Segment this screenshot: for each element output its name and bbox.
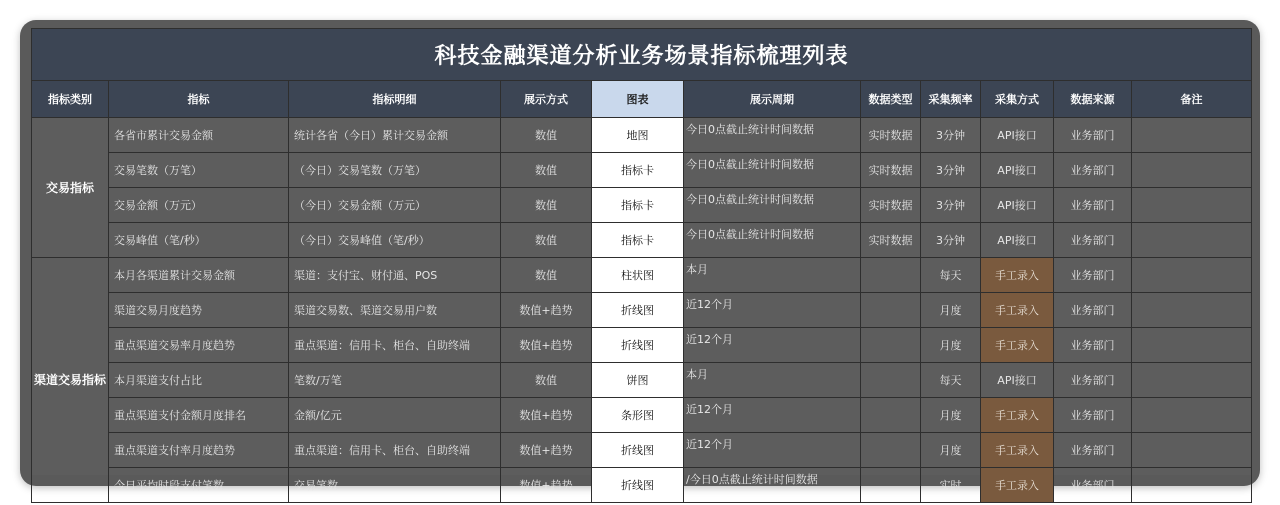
cell-frequency[interactable]: 月度 xyxy=(921,433,981,468)
cell-method[interactable]: API接口 xyxy=(981,153,1054,188)
cell-display[interactable]: 数值 xyxy=(501,363,592,398)
cell-indicator[interactable]: 渠道交易月度趋势 xyxy=(109,293,289,328)
cell-detail[interactable]: 统计各省（今日）累计交易金额 xyxy=(289,118,501,153)
cell-method[interactable]: 手工录入 xyxy=(981,468,1054,503)
table-row xyxy=(32,328,1252,363)
cell-note[interactable] xyxy=(1132,468,1252,503)
cell-chart[interactable]: 指标卡 xyxy=(592,223,684,258)
cell-period[interactable]: 今日0点截止统计时间数据 xyxy=(684,223,861,258)
cell-indicator[interactable]: 交易笔数（万笔） xyxy=(109,153,289,188)
cell-note[interactable] xyxy=(1132,363,1252,398)
indicator-table xyxy=(31,28,1252,503)
cell-period[interactable]: 近12个月 xyxy=(684,293,861,328)
header-category[interactable]: 指标类别 xyxy=(32,81,109,118)
cell-detail[interactable]: 金额/亿元 xyxy=(289,398,501,433)
cell-note[interactable] xyxy=(1132,188,1252,223)
cell-period[interactable]: 近12个月 xyxy=(684,398,861,433)
cell-frequency[interactable]: 3分钟 xyxy=(921,118,981,153)
cell-data-type[interactable] xyxy=(861,363,921,398)
table-row xyxy=(32,153,1252,188)
table-row xyxy=(32,258,1252,293)
cell-detail[interactable]: （今日）交易笔数（万笔） xyxy=(289,153,501,188)
cell-data-type[interactable] xyxy=(861,398,921,433)
cell-method[interactable]: 手工录入 xyxy=(981,398,1054,433)
cell-frequency[interactable]: 每天 xyxy=(921,258,981,293)
header-chart[interactable]: 图表 xyxy=(592,81,684,118)
cell-chart[interactable]: 折线图 xyxy=(592,293,684,328)
cell-source[interactable]: 业务部门 xyxy=(1054,258,1132,293)
cell-indicator[interactable]: 重点渠道交易率月度趋势 xyxy=(109,328,289,363)
cell-data-type[interactable]: 实时数据 xyxy=(861,118,921,153)
header-note[interactable]: 备注 xyxy=(1132,81,1252,118)
cell-detail[interactable]: 渠道交易数、渠道交易用户数 xyxy=(289,293,501,328)
cell-chart[interactable]: 折线图 xyxy=(592,328,684,363)
table-row xyxy=(32,293,1252,328)
cell-source[interactable]: 业务部门 xyxy=(1054,433,1132,468)
header-indicator[interactable]: 指标 xyxy=(109,81,289,118)
cell-detail[interactable]: 重点渠道：信用卡、柜台、自助终端 xyxy=(289,328,501,363)
cell-indicator[interactable]: 今日平均时段支付笔数 xyxy=(109,468,289,503)
cell-indicator[interactable]: 交易峰值（笔/秒） xyxy=(109,223,289,258)
cell-frequency[interactable]: 月度 xyxy=(921,398,981,433)
cell-chart[interactable]: 地图 xyxy=(592,118,684,153)
header-display[interactable]: 展示方式 xyxy=(501,81,592,118)
cell-indicator[interactable]: 交易金额（万元） xyxy=(109,188,289,223)
cell-chart[interactable]: 指标卡 xyxy=(592,153,684,188)
cell-display[interactable]: 数值 xyxy=(501,223,592,258)
cell-indicator[interactable]: 重点渠道支付金额月度排名 xyxy=(109,398,289,433)
cell-detail[interactable]: （今日）交易金额（万元） xyxy=(289,188,501,223)
cell-display[interactable]: 数值+趋势 xyxy=(501,433,592,468)
cell-method[interactable]: API接口 xyxy=(981,363,1054,398)
cell-data-type[interactable] xyxy=(861,328,921,363)
cell-display[interactable]: 数值+趋势 xyxy=(501,468,592,503)
cell-note[interactable] xyxy=(1132,398,1252,433)
cell-method[interactable]: 手工录入 xyxy=(981,258,1054,293)
cell-frequency[interactable]: 实时 xyxy=(921,468,981,503)
table-row xyxy=(32,433,1252,468)
cell-detail[interactable]: 笔数/万笔 xyxy=(289,363,501,398)
title-row xyxy=(32,29,1252,81)
sheet-title[interactable]: 科技金融渠道分析业务场景指标梳理列表 xyxy=(32,29,1252,81)
cell-data-type[interactable]: 实时数据 xyxy=(861,188,921,223)
spreadsheet xyxy=(31,28,1251,492)
cell-indicator[interactable]: 本月渠道支付占比 xyxy=(109,363,289,398)
cell-display[interactable]: 数值+趋势 xyxy=(501,398,592,433)
cell-data-type[interactable] xyxy=(861,293,921,328)
cell-chart[interactable]: 折线图 xyxy=(592,468,684,503)
cell-detail[interactable]: 渠道：支付宝、财付通、POS xyxy=(289,258,501,293)
cell-category[interactable]: 交易指标 xyxy=(32,118,109,258)
cell-frequency[interactable]: 月度 xyxy=(921,293,981,328)
cell-display[interactable]: 数值 xyxy=(501,258,592,293)
table-row xyxy=(32,223,1252,258)
cell-period[interactable]: 近12个月 xyxy=(684,433,861,468)
cell-note[interactable] xyxy=(1132,433,1252,468)
cell-source[interactable]: 业务部门 xyxy=(1054,153,1132,188)
cell-method[interactable]: API接口 xyxy=(981,188,1054,223)
cell-indicator[interactable]: 本月各渠道累计交易金额 xyxy=(109,258,289,293)
header-period[interactable]: 展示周期 xyxy=(684,81,861,118)
cell-source[interactable]: 业务部门 xyxy=(1054,188,1132,223)
cell-chart[interactable]: 条形图 xyxy=(592,398,684,433)
cell-source[interactable]: 业务部门 xyxy=(1054,118,1132,153)
cell-period[interactable]: 本月 xyxy=(684,258,861,293)
cell-note[interactable] xyxy=(1132,118,1252,153)
cell-method[interactable]: API接口 xyxy=(981,118,1054,153)
cell-source[interactable]: 业务部门 xyxy=(1054,223,1132,258)
cell-method[interactable]: 手工录入 xyxy=(981,293,1054,328)
window-frame xyxy=(20,20,1260,492)
cell-method[interactable]: 手工录入 xyxy=(981,328,1054,363)
table-row xyxy=(32,188,1252,223)
cell-source[interactable]: 业务部门 xyxy=(1054,328,1132,363)
cell-data-type[interactable] xyxy=(861,433,921,468)
cell-detail[interactable]: 重点渠道：信用卡、柜台、自助终端 xyxy=(289,433,501,468)
cell-period[interactable]: 今日0点截止统计时间数据 xyxy=(684,188,861,223)
header-row xyxy=(32,81,1252,118)
header-data-type[interactable]: 数据类型 xyxy=(861,81,921,118)
cell-data-type[interactable] xyxy=(861,468,921,503)
table-row xyxy=(32,363,1252,398)
cell-frequency[interactable]: 3分钟 xyxy=(921,223,981,258)
cell-display[interactable]: 数值+趋势 xyxy=(501,328,592,363)
cell-note[interactable] xyxy=(1132,223,1252,258)
cell-source[interactable]: 业务部门 xyxy=(1054,363,1132,398)
cell-data-type[interactable] xyxy=(861,258,921,293)
cell-indicator[interactable]: 各省市累计交易金额 xyxy=(109,118,289,153)
cell-period[interactable]: /今日0点截止统计时间数据 xyxy=(684,468,861,503)
cell-indicator[interactable]: 重点渠道支付率月度趋势 xyxy=(109,433,289,468)
cell-period[interactable]: 本月 xyxy=(684,363,861,398)
cell-chart[interactable]: 指标卡 xyxy=(592,188,684,223)
cell-display[interactable]: 数值 xyxy=(501,153,592,188)
cell-period[interactable]: 近12个月 xyxy=(684,328,861,363)
cell-frequency[interactable]: 月度 xyxy=(921,328,981,363)
header-source[interactable]: 数据来源 xyxy=(1054,81,1132,118)
header-method[interactable]: 采集方式 xyxy=(981,81,1054,118)
cell-note[interactable] xyxy=(1132,258,1252,293)
cell-source[interactable]: 业务部门 xyxy=(1054,468,1132,503)
cell-note[interactable] xyxy=(1132,153,1252,188)
cell-frequency[interactable]: 每天 xyxy=(921,363,981,398)
table-row xyxy=(32,118,1252,153)
cell-frequency[interactable]: 3分钟 xyxy=(921,153,981,188)
cell-chart[interactable]: 折线图 xyxy=(592,433,684,468)
cell-display[interactable]: 数值+趋势 xyxy=(501,293,592,328)
cell-category[interactable]: 渠道交易指标 xyxy=(32,258,109,503)
cell-period[interactable]: 今日0点截止统计时间数据 xyxy=(684,153,861,188)
header-detail[interactable]: 指标明细 xyxy=(289,81,501,118)
cell-method[interactable]: 手工录入 xyxy=(981,433,1054,468)
cell-display[interactable]: 数值 xyxy=(501,118,592,153)
cell-chart[interactable]: 饼图 xyxy=(592,363,684,398)
cell-detail[interactable]: 交易笔数 xyxy=(289,468,501,503)
table-row xyxy=(32,398,1252,433)
cell-note[interactable] xyxy=(1132,328,1252,363)
cell-display[interactable]: 数值 xyxy=(501,188,592,223)
cell-period[interactable]: 今日0点截止统计时间数据 xyxy=(684,118,861,153)
cell-source[interactable]: 业务部门 xyxy=(1054,398,1132,433)
cell-method[interactable]: API接口 xyxy=(981,223,1054,258)
cell-frequency[interactable]: 3分钟 xyxy=(921,188,981,223)
cell-source[interactable]: 业务部门 xyxy=(1054,293,1132,328)
table-row xyxy=(32,468,1252,503)
cell-data-type[interactable]: 实时数据 xyxy=(861,223,921,258)
cell-detail[interactable]: （今日）交易峰值（笔/秒） xyxy=(289,223,501,258)
header-frequency[interactable]: 采集频率 xyxy=(921,81,981,118)
cell-chart[interactable]: 柱状图 xyxy=(592,258,684,293)
cell-data-type[interactable]: 实时数据 xyxy=(861,153,921,188)
cell-note[interactable] xyxy=(1132,293,1252,328)
